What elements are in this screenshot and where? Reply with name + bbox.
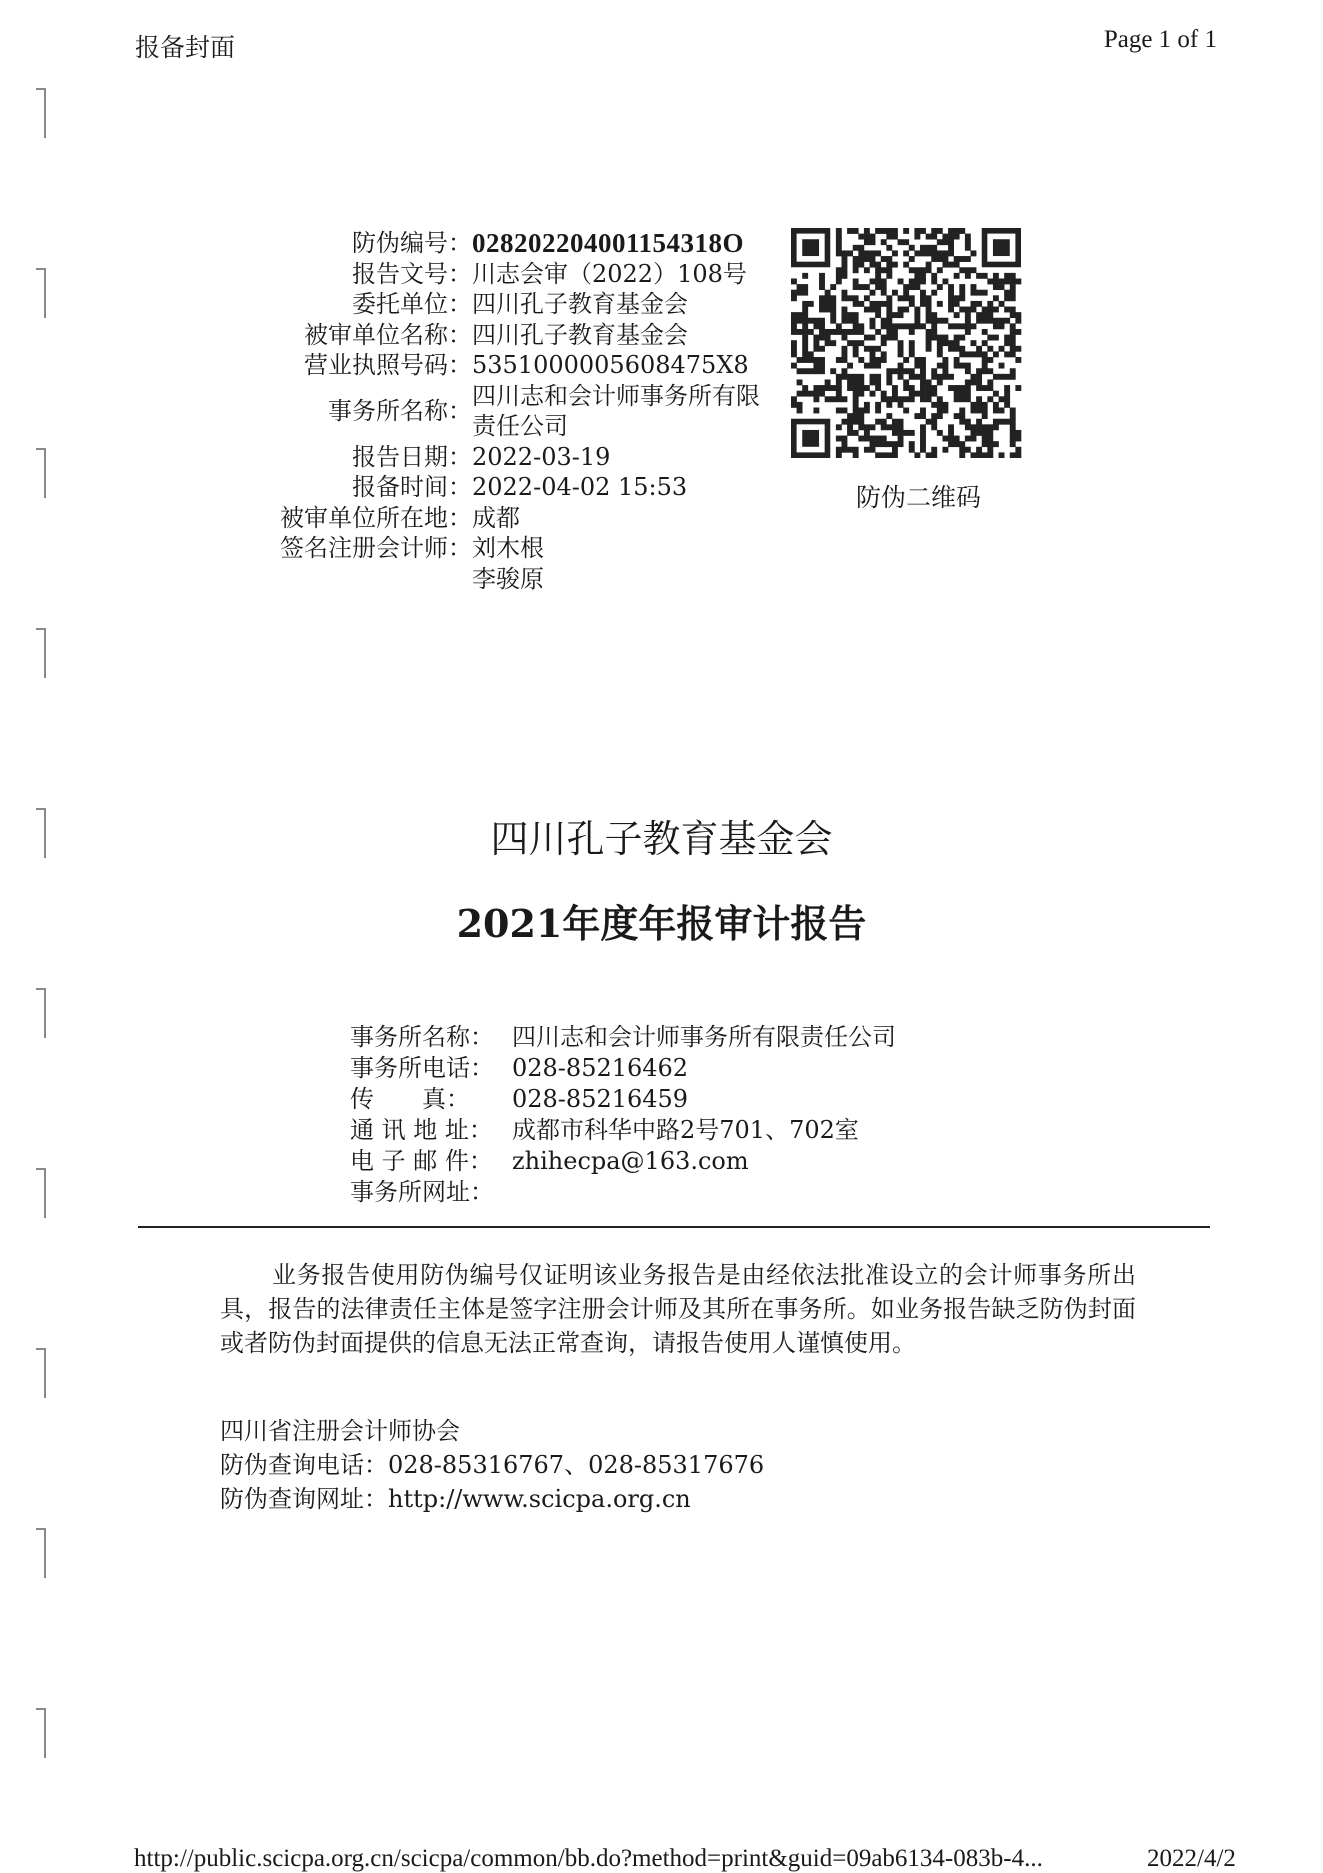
- footer-date: 2022/4/2: [1147, 1845, 1236, 1872]
- info-label: 事务所名称：: [328, 396, 472, 425]
- binder-mark: [36, 1348, 46, 1398]
- association-block: [220, 1414, 764, 1516]
- firm-row: [350, 1177, 896, 1208]
- info-label: 被审单位名称：: [304, 320, 472, 349]
- firm-row: [350, 1022, 896, 1053]
- association-name: 四川省注册会计师协会: [220, 1417, 460, 1445]
- binder-mark: [36, 88, 46, 138]
- association-phone: 防伪查询电话：028-85316767、028-85317676: [220, 1451, 765, 1479]
- firm-label: 事务所网址：: [350, 1178, 494, 1206]
- footer-url: http://public.scicpa.org.cn/scicpa/common/bb.do?method=print&guid=09ab6134-083b-4...: [134, 1845, 1043, 1872]
- info-row-firm: [230, 381, 782, 442]
- firm-fax: 028-85216459: [512, 1085, 689, 1113]
- notice-paragraph: 业务报告使用防伪编号仅证明该业务报告是由经依法批准设立的会计师事务所出具，报告的法律责任主体是签字注册会计师及其所在事务所。如业务报告缺乏防伪封面或者防伪封面提供的信息无法正常查询，请报告使用人谨慎使用。: [220, 1261, 1136, 1357]
- firm-name: 四川志和会计师事务所有限责任公司: [472, 381, 760, 440]
- binder-mark: [36, 448, 46, 498]
- firm-label: 事务所电话：: [350, 1054, 494, 1082]
- filing-time: 2022-04-02 15:53: [472, 473, 688, 501]
- report-date: 2022-03-19: [472, 442, 611, 471]
- firm-row: [350, 1115, 896, 1146]
- info-label: [230, 564, 472, 595]
- info-label: 委托单位：: [352, 290, 472, 318]
- header-title: 报备封面: [135, 33, 236, 62]
- info-label: 营业执照号码：: [304, 351, 472, 379]
- info-row-audited: [230, 320, 782, 351]
- firm-row: [350, 1053, 896, 1084]
- firm-label: 通 讯 地 址：: [350, 1116, 493, 1144]
- binder-mark: [36, 1528, 46, 1578]
- qr-caption: 防伪二维码: [856, 483, 982, 512]
- audited-entity: 四川孔子教育基金会: [472, 320, 688, 349]
- info-row-location: [230, 503, 782, 534]
- info-label: 报告日期：: [352, 442, 472, 471]
- binder-mark: [36, 988, 46, 1038]
- info-label: 报告文号：: [352, 259, 472, 288]
- binder-mark: [36, 1168, 46, 1218]
- firm-label: 事务所名称：: [350, 1023, 494, 1051]
- binder-mark: [36, 628, 46, 678]
- info-row-cpa-2: [230, 564, 782, 595]
- firm-row: [350, 1146, 896, 1177]
- firm-info-block: [350, 1022, 896, 1208]
- binder-mark: [36, 268, 46, 318]
- info-label: 签名注册会计师：: [280, 534, 472, 562]
- firm-row: [350, 1084, 896, 1115]
- cpa-name: 刘木根: [472, 534, 544, 562]
- document-title: 四川孔子教育基金会: [490, 817, 833, 861]
- firm-value: 四川志和会计师事务所有限责任公司: [512, 1023, 896, 1051]
- firm-label: 传 真：: [350, 1085, 470, 1113]
- page-indicator: Page 1 of 1: [1103, 26, 1217, 53]
- info-row-client: [230, 289, 782, 320]
- info-row-report-no: [230, 259, 782, 290]
- document-subtitle: 2021年度年报审计报告: [456, 901, 867, 946]
- firm-label: 电 子 邮 件：: [350, 1147, 493, 1175]
- binder-mark: [36, 1708, 46, 1758]
- cover-info-table: [230, 228, 782, 594]
- firm-address: 成都市科华中路2号701、702室: [512, 1116, 859, 1144]
- info-label: 被审单位所在地：: [280, 503, 472, 532]
- divider: [138, 1226, 1210, 1228]
- info-row-report-date: [230, 442, 782, 473]
- info-row-code: [230, 228, 782, 259]
- client-name: 四川孔子教育基金会: [472, 290, 688, 318]
- info-label: 报备时间：: [352, 473, 472, 501]
- anti-counterfeit-code: 028202204001154318O: [472, 228, 745, 258]
- info-label: 防伪编号：: [352, 229, 472, 257]
- info-row-cpa: [230, 533, 782, 564]
- entity-location: 成都: [472, 503, 520, 532]
- info-row-filing-time: [230, 472, 782, 503]
- report-number: 川志会审（2022）108号: [472, 259, 747, 288]
- firm-phone: 028-85216462: [512, 1054, 689, 1082]
- firm-email: zhihecpa@163.com: [512, 1147, 749, 1175]
- info-row-license: [230, 350, 782, 381]
- cpa-name: 李骏原: [472, 564, 544, 593]
- association-website: 防伪查询网址：http://www.scicpa.org.cn: [220, 1485, 691, 1513]
- qr-code-image: [788, 228, 1024, 458]
- license-number: 5351000005608475X8: [472, 351, 749, 379]
